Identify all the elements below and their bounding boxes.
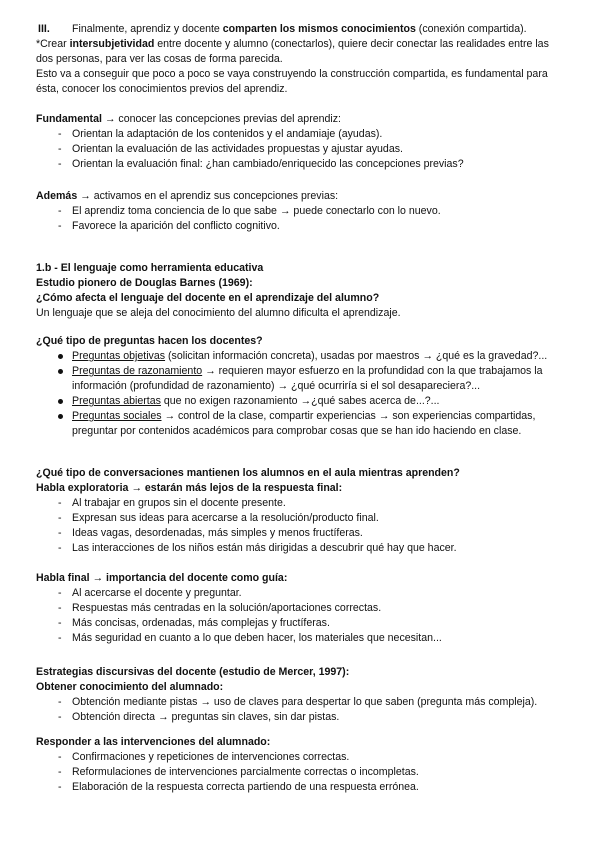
list-item: Preguntas objetivas (solicitan información concreta), usadas por maestros → ¿qué es la gravedad?...	[36, 349, 564, 364]
exploratoria-list	[36, 496, 564, 556]
responder-block	[36, 735, 564, 795]
responder-list	[36, 750, 564, 795]
fundamental-heading: Fundamental → conocer las concepciones previas del aprendiz:	[36, 113, 342, 125]
intro-paragraph: Esto va a conseguir que poco a poco se vaya construyendo la construcción compartida, es fundamental para ésta, conocer los conocimientos previos del aprendiz.	[36, 68, 548, 95]
obtener-list	[36, 695, 564, 725]
list-item: - Ideas vagas, desordenadas, más simples y menos fructíferas.	[36, 526, 564, 541]
list-item: - Más seguridad en cuanto a lo que deben hacer, los materiales que necesitan...	[36, 631, 564, 646]
list-item: - Al trabajar en grupos sin el docente presente.	[36, 496, 564, 511]
list-item: - Favorece la aparición del conflicto cognitivo.	[36, 219, 564, 234]
intro-crear: *Crear intersubjetividad entre docente y alumno (conectarlos), quiere decir conectar las realidades entre las dos personas, para ver las cosas de forma parecida.	[36, 38, 549, 65]
list-item: Preguntas de razonamiento → requieren mayor esfuerzo en la profundidad con la que trabajamos la información (profundidad de razonamiento) → ¿qué ocurriría si el sol desapareciera?...	[36, 364, 564, 394]
preguntas-heading: ¿Qué tipo de preguntas hacen los docentes?	[36, 335, 263, 347]
list-item: Preguntas sociales → control de la clase, compartir experiencias → son experiencias compartidas, preguntar por contenidos académicos para comprobar cosas que se han ido haciendo en clase.	[36, 409, 564, 439]
list-item: - Las interacciones de los niños están más dirigidas a descubrir qué hay que hacer.	[36, 541, 564, 556]
list-item: - Reformulaciones de intervenciones parcialmente correctas o incompletas.	[36, 765, 564, 780]
section-question: ¿Cómo afecta el lenguaje del docente en el aprendizaje del alumno?	[36, 292, 380, 304]
exploratoria-heading: Habla exploratoria → estarán más lejos de la respuesta final:	[36, 482, 343, 494]
fundamental-block	[36, 112, 564, 172]
intro-line1: III. Finalmente, aprendiz y docente comparten los mismos conocimientos (conexión compartida).	[38, 23, 527, 35]
ademas-heading: Además → activamos en el aprendiz sus concepciones previas:	[36, 190, 339, 202]
estrategias-block	[36, 665, 564, 725]
ademas-block	[36, 189, 564, 234]
list-item: Preguntas abiertas que no exigen razonamiento →¿qué sabes acerca de...?...	[36, 394, 564, 409]
list-item: - Elaboración de la respuesta correcta partiendo de una respuesta errónea.	[36, 780, 564, 795]
section-subheading: Estudio pionero de Douglas Barnes (1969):	[36, 277, 253, 289]
section-heading: 1.b - El lenguaje como herramienta educativa	[36, 262, 264, 274]
list-item: - Confirmaciones y repeticiones de intervenciones correctas.	[36, 750, 564, 765]
list-item: - Orientan la adaptación de los contenidos y el andamiaje (ayudas).	[36, 127, 564, 142]
section-text: Un lenguaje que se aleja del conocimiento del alumno dificulta el aprendizaje.	[36, 307, 401, 319]
roman-numeral: III.	[38, 23, 50, 35]
preguntas-block	[36, 334, 564, 439]
responder-heading: Responder a las intervenciones del alumnado:	[36, 736, 271, 748]
intro-block	[36, 22, 564, 97]
list-item: - Al acercarse el docente y preguntar.	[36, 586, 564, 601]
preguntas-list	[36, 349, 564, 439]
ademas-list	[36, 204, 564, 234]
intro-bold: comparten los mismos conocimientos	[222, 23, 416, 35]
obtener-heading: Obtener conocimiento del alumnado:	[36, 681, 224, 693]
final-list	[36, 586, 564, 646]
list-item: - Obtención directa → preguntas sin claves, sin dar pistas.	[36, 710, 564, 725]
list-item: - Expresan sus ideas para acercarse a la resolución/producto final.	[36, 511, 564, 526]
habla-final-block	[36, 571, 564, 646]
list-item: - Obtención mediante pistas → uso de claves para despertar lo que saben (pregunta más compleja).	[36, 695, 564, 710]
section-1b	[36, 261, 564, 321]
fundamental-list	[36, 127, 564, 172]
list-item: - Orientan la evaluación de las actividades propuestas y ajustar ayudas.	[36, 142, 564, 157]
estrategias-heading: Estrategias discursivas del docente (estudio de Mercer, 1997):	[36, 666, 350, 678]
final-heading: Habla final → importancia del docente como guía:	[36, 572, 288, 584]
list-item: - El aprendiz toma conciencia de lo que sabe → puede conectarlo con lo nuevo.	[36, 204, 564, 219]
conversaciones-block	[36, 466, 564, 556]
conversaciones-heading: ¿Qué tipo de conversaciones mantienen los alumnos en el aula mientras aprenden?	[36, 467, 460, 479]
list-item: - Respuestas más centradas en la solución/aportaciones correctas.	[36, 601, 564, 616]
list-item: - Más concisas, ordenadas, más complejas y fructíferas.	[36, 616, 564, 631]
list-item: - Orientan la evaluación final: ¿han cambiado/enriquecido las concepciones previas?	[36, 157, 564, 172]
